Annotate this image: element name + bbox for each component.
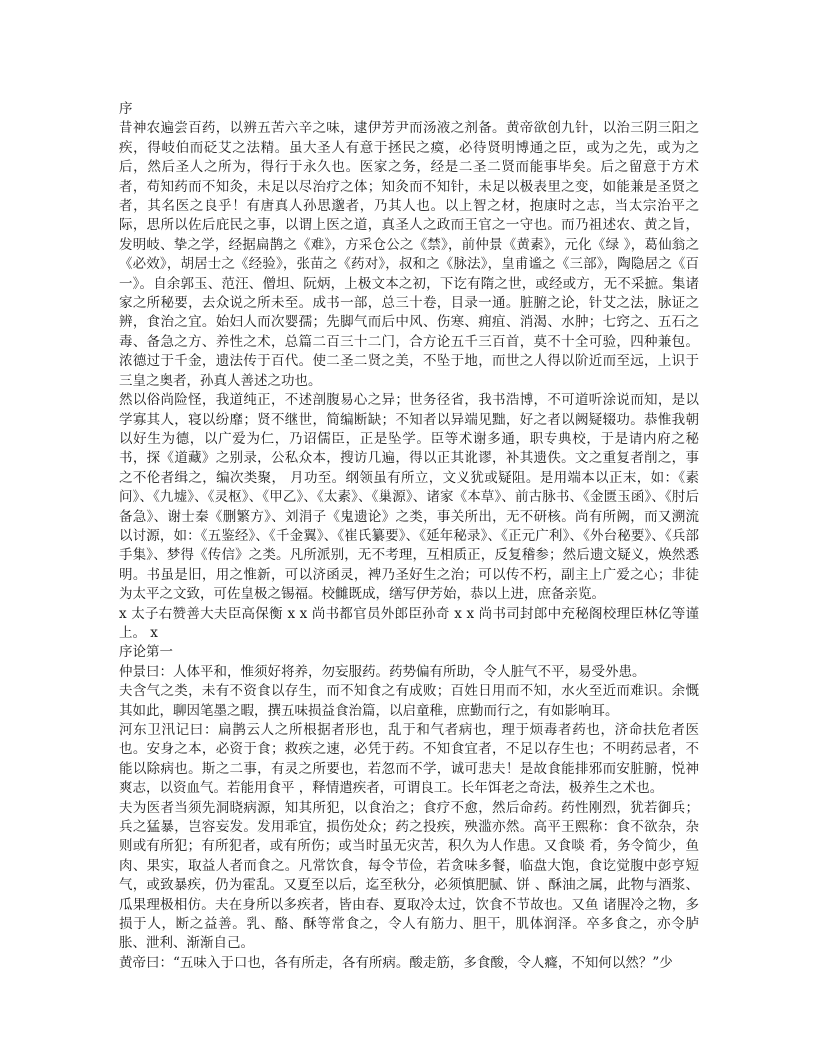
chapter-paragraph-1: 仲景曰：人体平和，惟须好将养，勿妄服药。药势偏有所助，令人脏气不平，易受外患。 <box>119 663 646 680</box>
chapter-paragraph-2: 夫含气之类，未有不资食以存生，而不知食之有成败；百姓日用而不知，水火至近而难识。余慨其如此，聊因笔墨之暇，撰五味损益食治篇，以启童稚，庶勤而行之，有如影响耳。 <box>119 683 699 719</box>
chapter-paragraph-4: 夫为医者当须先洞晓病源，知其所犯，以食治之；食疗不愈，然后命药。药性刚烈，犹若御兵；兵之猛暴，岂容妄发。发用乖宜，损伤处众；药之投疾，殃滥亦然。高平王熙称：食不欲杂，杂则或有所犯；有所犯者，或有所伤；或当时虽无灾苦，积久为人作患。又食啖 肴，务令简少，鱼肉、果实，取益人者而食之。凡常饮食，每令节俭，若贪味多餐，临盘大饱，食讫觉腹中彭亨短气，或致暴疾，仍为霍乱。又夏至以后，迄至秋分，必须慎肥腻、饼 、酥油之属，此物与酒浆、瓜果理极相仿。夫在身所以多疾者，皆由春、夏取冷太过，饮食不节故也。又鱼 诸腥冷之物，多损于人，断之益善。乳、酪、酥等常食之，令人有筋力、胆干，肌体润泽。卒多食之，亦令胪胀、泄利、渐渐自己。 <box>119 799 699 952</box>
chapter-paragraph-3: 河东卫汛记曰：扁鹊云人之所根据者形也，乱于和气者病也，理于烦毒者药也，济命扶危者医也。安身之本，必资于食；救疾之速，必凭于药。不知食宜者，不足以存生也；不明药忌者，不能以除病也。斯之二事，有灵之所要也，若忽而不学，诚可悲夫！是故食能排邪而安脏腑，悦神爽志，以资血气。若能用食平 ，释情遣疾者，可谓良工。长年饵老之奇法，极养生之术也。 <box>119 722 699 797</box>
signature-line: x 太子右赞善大夫臣高保衡 x x 尚书都官员外郎臣孙奇 x x 尚书司封郎中充秘阁校理臣林亿等谨上。 x <box>119 605 699 641</box>
preface-paragraph-2: 然以俗尚险怪，我道纯正，不述剖腹易心之异；世务径省，我书浩博，不可道听涂说而知，是以学寡其人，寝以纷靡；贤不继世，简编断缺；不知者以异端见黜，好之者以阙疑辍功。恭惟我朝以好生为德，以广爱为仁，乃诏儒臣，正是坠学。臣等术谢多通，职专典校，于是请内府之秘书，探《道藏》之别录，公私众本，搜访几遍，得以正其讹谬，补其遗佚。文之重复者削之，事之不伦者缉之，编次类聚， 月功至。纲领虽有所立，文义犹或疑阻。是用端本以正末，如：《素问》、《九墟》、《灵枢》、《甲乙》、《太素》、《巢源》、诸家《本草》、前古脉书、《金匮玉函》、《肘后备急》、谢士秦《删繁方》、刘涓子《鬼遗论》之类，事关所出，无不研核。尚有所阙，而又溯流以讨源，如：《五鉴经》、《千金翼》、《崔氏纂要》、《延年秘录》、《正元广利》、《外台秘要》、《兵部手集》、梦得《传信》之类。凡所派别，无不考理，互相质正，反复稽参；然后遗文疑义，焕然悉明。书虽是旧，用之惟新，可以济函灵，裨乃圣好生之治；可以传不朽，副主上广爱之心；非徒为太平之文致，可佐皇极之锡福。校雠既成，缮写伊芳始，恭以上进，庶备亲览。 <box>119 392 699 603</box>
document-page <box>119 100 699 973</box>
chapter-paragraph-5: 黄帝曰：“五味入于口也，各有所走，各有所病。酸走筋，多食酸，令人癃，不知何以然？”少 <box>119 954 673 971</box>
preface-paragraph-1: 昔神农遍尝百药，以辨五苦六辛之味，逮伊芳尹而汤液之剂备。黄帝欲创九针，以治三阴三阳之疾，得岐伯而砭艾之法精。虽大圣人有意于拯民之瘼，必待贤明博通之臣，或为之先，或为之后，然后圣人之所为，得行于永久也。医家之务，经是二圣二贤而能事毕矣。后之留意于方术者，苟知药而不知灸，未足以尽治疗之体；知灸而不知针，未足以极表里之变，如能兼是圣贤之 者，其名医之良乎！有唐真人孙思邈者，乃其人也。以上智之材，抱康时之志，当太宗治平之际，思所以佐后庇民之事，以谓上医之道，真圣人之政而王官之一守也。而乃祖述农、黄之旨，发明岐、挚之学，经据扁鹊之《难》，方采仓公之《禁》，前仲景《黄素》，元化《绿 》，葛仙翁之《必效》，胡居士之《经验》，张苗之《药对》，叔和之《脉法》，皇甫谧之《三部》，陶隐居之《百一》。自余郭玉、范汪、僧坦、阮炳，上极文本之初，下讫有隋之世，或经或方，无不采摭。集诸家之所秘要，去众说之所未至。成书一部，总三十卷，目录一通。脏腑之论，针艾之法，脉证之辨，食治之宜。始妇人而次婴孺；先脚气而后中风、伤寒、痈疽、消渴、水肿；七窍之、五石之毒、备急之方、养性之术，总篇二百三十二门，合方论五千三百首，莫不十全可验，四种兼包。浓德过于千金，遗法传于百代。使二圣二贤之美，不坠于地，而世之人得以阶近而至远，上识于三皇之奥者，孙真人善述之功也。 <box>119 120 699 389</box>
chapter-title: 序论第一 <box>119 644 173 661</box>
preface-title: 序 <box>119 101 133 117</box>
